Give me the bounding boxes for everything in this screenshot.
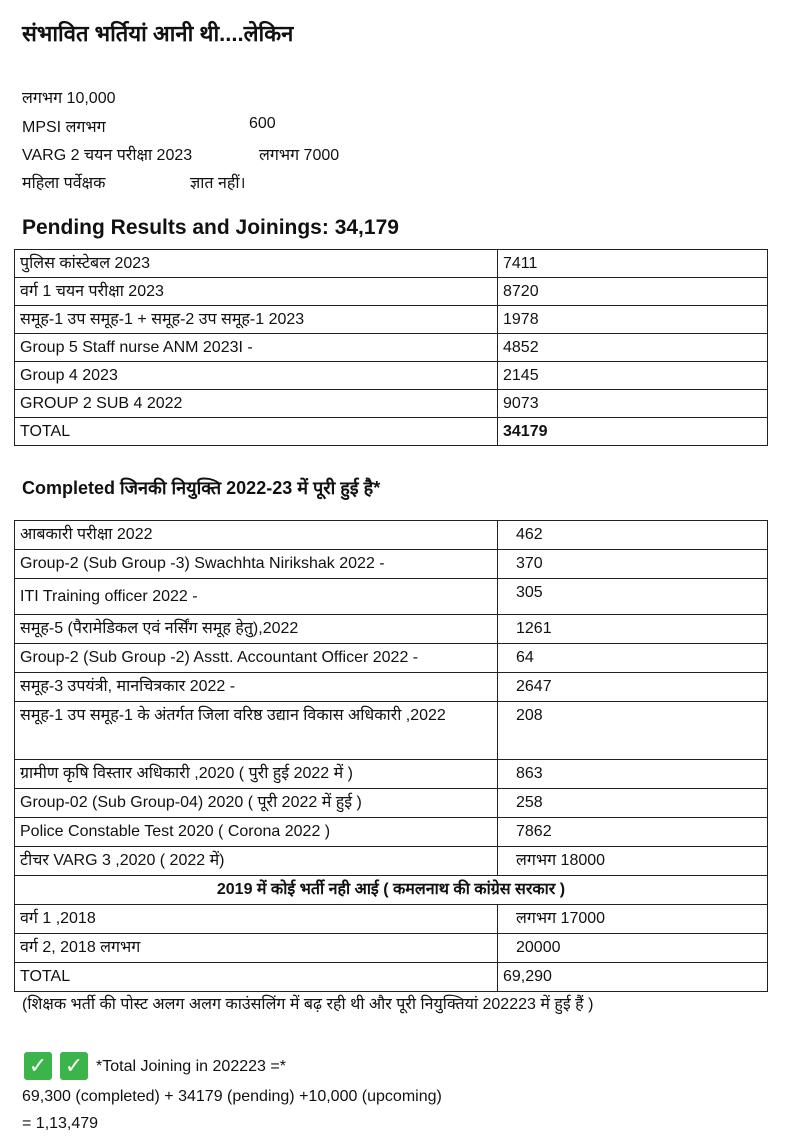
table-row bbox=[15, 789, 768, 818]
table-row-total bbox=[15, 418, 768, 446]
table-row bbox=[15, 278, 768, 306]
pending-row-name: वर्ग 1 चयन परीक्षा 2023 bbox=[15, 278, 498, 306]
completed-row-name: समूह-1 उप समूह-1 के अंतर्गत जिला वरिष्ठ उद्यान विकास अधिकारी ,2022 bbox=[15, 702, 498, 760]
upcoming-supervisor-label: महिला पर्वेक्षक bbox=[22, 175, 106, 192]
completed-row-name: ग्रामीण कृषि विस्तार अधिकारी ,2020 ( पुरी हुई 2022 में ) bbox=[15, 760, 498, 789]
completed-row-value: 258 bbox=[498, 789, 768, 818]
upcoming-mpsi-value: 600 bbox=[249, 115, 276, 132]
pending-total-label: TOTAL bbox=[15, 418, 498, 446]
completed-row-value: 462 bbox=[498, 521, 768, 550]
completed-row-name: समूह-3 उपयंत्री, मानचित्रकार 2022 - bbox=[15, 673, 498, 702]
completed-row-name: आबकारी परीक्षा 2022 bbox=[15, 521, 498, 550]
pending-row-value: 8720 bbox=[498, 278, 768, 306]
completed-row-name: समूह-5 (पैरामेडिकल एवं नर्सिंग समूह हेतु),2022 bbox=[15, 615, 498, 644]
table-row bbox=[15, 673, 768, 702]
completed-row-name: वर्ग 1 ,2018 bbox=[15, 905, 498, 934]
table-row bbox=[15, 250, 768, 278]
table-row bbox=[15, 934, 768, 963]
pending-row-name: Group 5 Staff nurse ANM 2023I - bbox=[15, 334, 498, 362]
completed-row-value: 7862 bbox=[498, 818, 768, 847]
upcoming-varg2-value: लगभग 7000 bbox=[259, 147, 340, 164]
summary-label: *Total Joining in 202223 =* bbox=[96, 1058, 286, 1075]
pending-row-name: Group 4 2023 bbox=[15, 362, 498, 390]
completed-total-label: TOTAL bbox=[15, 963, 498, 992]
table-row bbox=[15, 521, 768, 550]
completed-row-name: Police Constable Test 2020 ( Corona 2022 ) bbox=[15, 818, 498, 847]
completed-row-value: लगभग 17000 bbox=[498, 905, 768, 934]
table-row bbox=[15, 550, 768, 579]
upcoming-varg2-label: VARG 2 चयन परीक्षा 2023 bbox=[22, 147, 193, 164]
completed-row-value: 208 bbox=[498, 702, 768, 760]
footnote: (शिक्षक भर्ती की पोस्ट अलग अलग काउंसलिंग में बढ़ रही थी और पूरी नियुक्तियां 202223 में हुई हैं ) bbox=[22, 996, 594, 1013]
completed-row-value: 305 bbox=[498, 579, 768, 615]
pending-row-name: समूह-1 उप समूह-1 + समूह-2 उप समूह-1 2023 bbox=[15, 306, 498, 334]
table-row bbox=[15, 847, 768, 876]
completed-row-value: 64 bbox=[498, 644, 768, 673]
pending-total-value: 34179 bbox=[498, 418, 768, 446]
completed-row-value: 2647 bbox=[498, 673, 768, 702]
table-row bbox=[15, 644, 768, 673]
pending-row-value: 1978 bbox=[498, 306, 768, 334]
table-row bbox=[15, 390, 768, 418]
table-row bbox=[15, 579, 768, 615]
table-row bbox=[15, 702, 768, 760]
completed-row-value: 863 bbox=[498, 760, 768, 789]
completed-row-value: लगभग 18000 bbox=[498, 847, 768, 876]
table-row bbox=[15, 362, 768, 390]
pending-row-name: GROUP 2 SUB 4 2022 bbox=[15, 390, 498, 418]
table-row-total bbox=[15, 963, 768, 992]
upcoming-supervisor-value: ज्ञात नहीं। bbox=[190, 175, 246, 192]
pending-table bbox=[14, 249, 768, 446]
table-row bbox=[15, 760, 768, 789]
pending-row-value: 2145 bbox=[498, 362, 768, 390]
pending-row-value: 7411 bbox=[498, 250, 768, 278]
pending-row-value: 4852 bbox=[498, 334, 768, 362]
page-title: संभावित भर्तियां आनी थी....लेकिन bbox=[22, 21, 294, 46]
completed-row-name: ITI Training officer 2022 - bbox=[15, 579, 498, 615]
completed-table bbox=[14, 520, 768, 992]
table-row bbox=[15, 615, 768, 644]
summary-result: = 1,13,479 bbox=[22, 1115, 99, 1132]
upcoming-total: लगभग 10,000 bbox=[22, 90, 116, 107]
completed-heading: Completed जिनकी नियुक्ति 2022-23 में पूरी हुई है* bbox=[22, 478, 381, 498]
completed-row-value: 1261 bbox=[498, 615, 768, 644]
completed-row-name: Group-2 (Sub Group -3) Swachhta Nirikshak 2022 - bbox=[15, 550, 498, 579]
completed-row-name: Group-2 (Sub Group -2) Asstt. Accountant Officer 2022 - bbox=[15, 644, 498, 673]
check-mark-icon: ✓ bbox=[60, 1052, 88, 1080]
table-row-note bbox=[15, 876, 768, 905]
pending-row-name: पुलिस कांस्टेबल 2023 bbox=[15, 250, 498, 278]
completed-row-value: 370 bbox=[498, 550, 768, 579]
table-row bbox=[15, 818, 768, 847]
summary-formula: 69,300 (completed) + 34179 (pending) +10,000 (upcoming) bbox=[22, 1088, 442, 1105]
pending-heading: Pending Results and Joinings: 34,179 bbox=[22, 216, 399, 239]
no-recruitment-2019-note: 2019 में कोई भर्ती नही आई ( कमलनाथ की कांग्रेस सरकार ) bbox=[15, 876, 768, 905]
pending-row-value: 9073 bbox=[498, 390, 768, 418]
completed-total-value: 69,290 bbox=[498, 963, 768, 992]
completed-row-name: वर्ग 2, 2018 लगभग bbox=[15, 934, 498, 963]
table-row bbox=[15, 905, 768, 934]
table-row bbox=[15, 306, 768, 334]
completed-row-value: 20000 bbox=[498, 934, 768, 963]
check-mark-icon: ✓ bbox=[24, 1052, 52, 1080]
completed-row-name: टीचर VARG 3 ,2020 ( 2022 में) bbox=[15, 847, 498, 876]
table-row bbox=[15, 334, 768, 362]
completed-row-name: Group-02 (Sub Group-04) 2020 ( पूरी 2022 में हुई ) bbox=[15, 789, 498, 818]
upcoming-mpsi-label: MPSI लगभग bbox=[22, 119, 106, 136]
